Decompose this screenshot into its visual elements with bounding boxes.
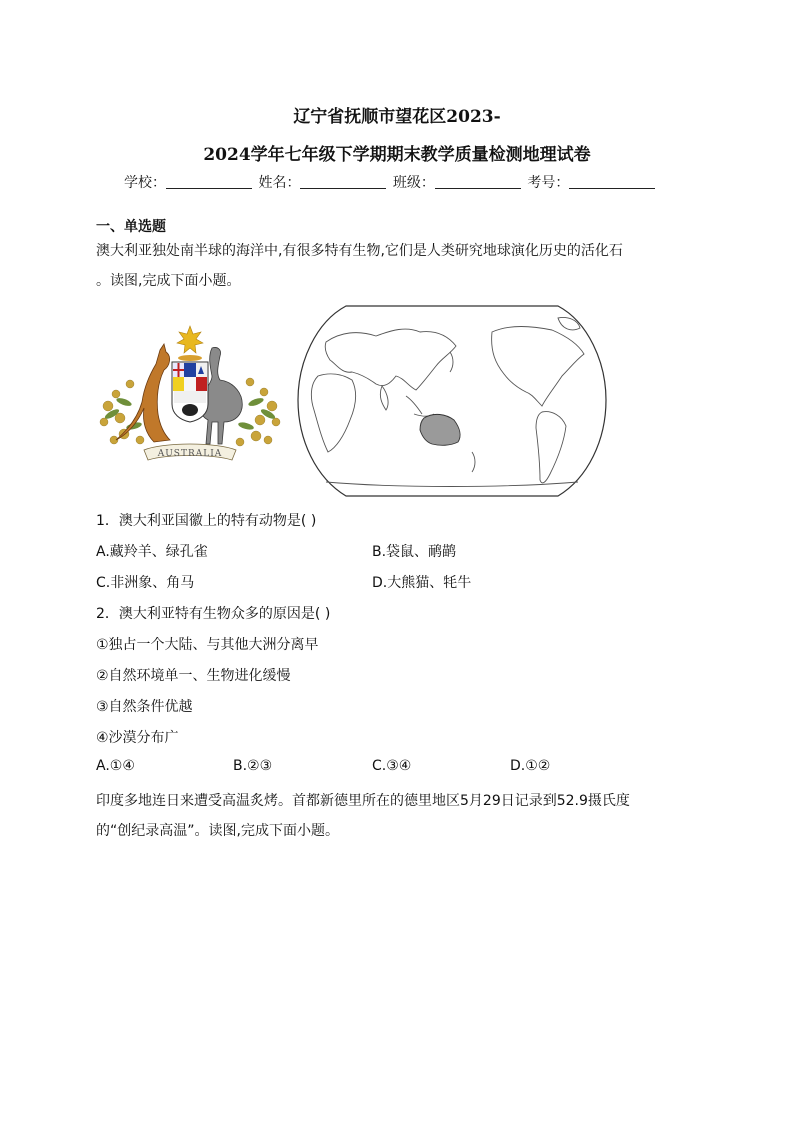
school-label: 学校： <box>124 175 166 191</box>
australia-coat-of-arms-image <box>94 322 286 472</box>
school-blank <box>166 174 252 189</box>
q2-option-c: C.③④ <box>372 758 412 774</box>
q2-statement-4: ④沙漠分布广 <box>96 730 179 746</box>
class-blank <box>435 174 521 189</box>
q2-option-b: B.②③ <box>233 758 273 774</box>
section-heading: 一、单选题 <box>96 219 166 235</box>
exam-no-blank <box>569 174 655 189</box>
q1-option-d: D.大熊猫、牦牛 <box>372 575 472 591</box>
world-map-image <box>296 302 608 498</box>
question-2-stem: 2．澳大利亚特有生物众多的原因是( ) <box>96 606 331 622</box>
intro-1-line-1: 澳大利亚独处南半球的海洋中,有很多特有生物,它们是人类研究地球演化历史的活化石 <box>96 243 623 259</box>
student-info-row <box>124 172 657 192</box>
q2-option-d: D.①② <box>510 758 551 774</box>
intro-2-line-2: 的“创纪录高温”。读图,完成下面小题。 <box>96 823 339 839</box>
intro-2-line-1: 印度多地连日来遭受高温炙烤。首都新德里所在的德里地区5月29日记录到52.9摄氏度 <box>96 793 630 809</box>
name-blank <box>300 174 386 189</box>
class-label: 班级： <box>392 175 435 191</box>
exam-no-label: 考号： <box>527 175 570 191</box>
q2-option-a: A.①④ <box>96 758 135 774</box>
q1-option-b: B.袋鼠、鸸鹋 <box>372 544 457 560</box>
name-label: 姓名： <box>258 175 301 191</box>
q1-option-c: C.非洲象、角马 <box>96 575 195 591</box>
title-line-1: 辽宁省抚顺市望花区2023- <box>293 107 501 127</box>
q2-statement-3: ③自然条件优越 <box>96 699 193 715</box>
q2-statement-1: ①独占一个大陆、与其他大洲分离早 <box>96 637 319 653</box>
question-1-stem: 1．澳大利亚国徽上的特有动物是( ) <box>96 513 317 529</box>
emblem-motto: AUSTRALIA <box>157 449 223 459</box>
q2-statement-2: ②自然环境单一、生物进化缓慢 <box>96 668 291 684</box>
intro-1-line-2: 。读图,完成下面小题。 <box>96 273 241 289</box>
title-line-2: 2024学年七年级下学期期末教学质量检测地理试卷 <box>203 145 591 165</box>
q1-option-a: A.藏羚羊、绿孔雀 <box>96 544 208 560</box>
